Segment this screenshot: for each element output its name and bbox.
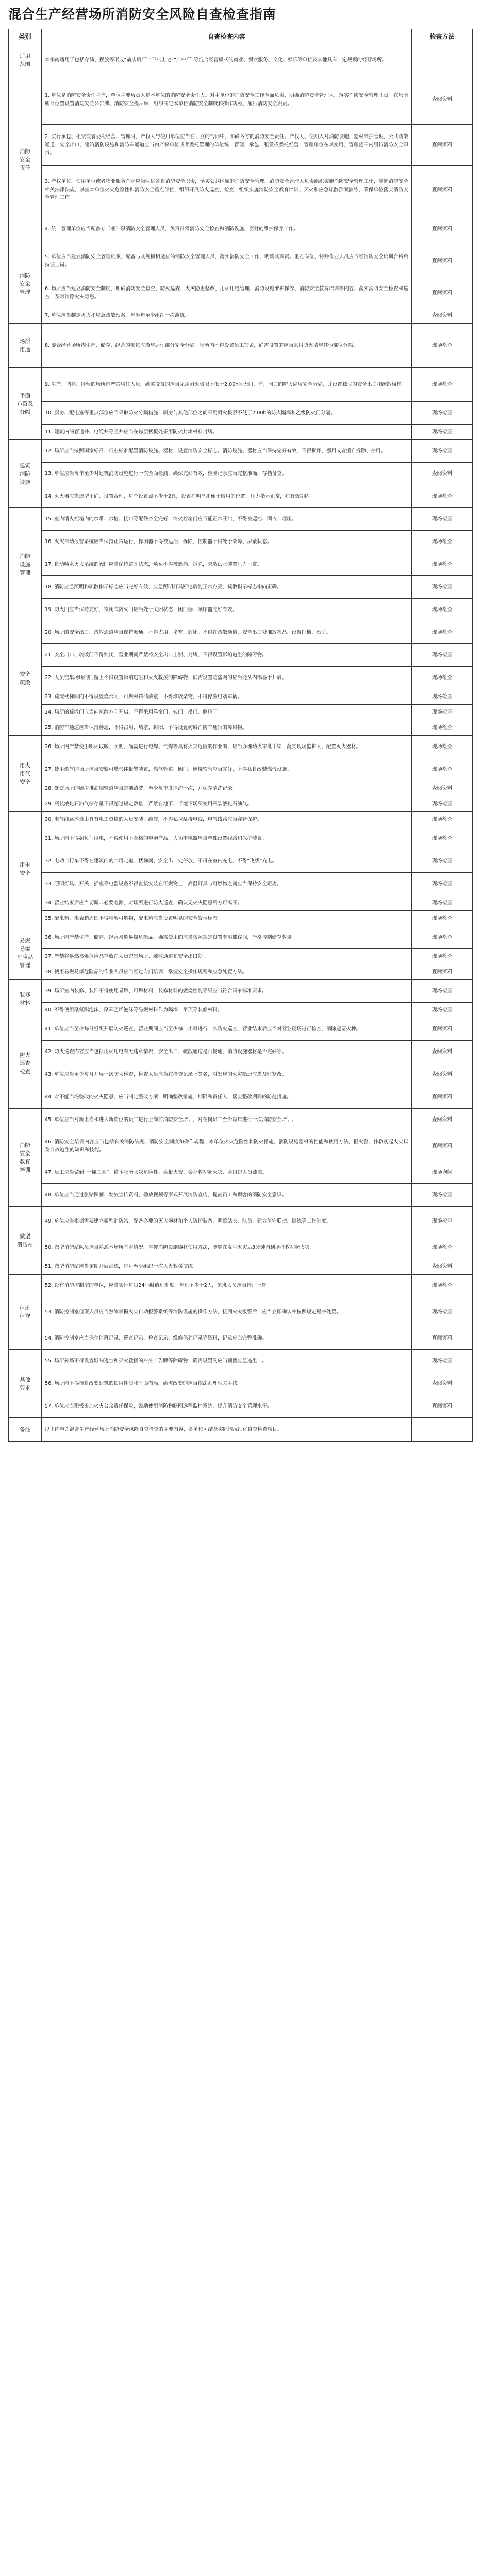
category-label: 备注 bbox=[20, 1426, 30, 1433]
method-cell: 现场检查 bbox=[412, 895, 473, 911]
header-content: 自查检查内容 bbox=[42, 29, 412, 45]
table-row bbox=[9, 425, 473, 440]
method-cell: 现场检查 bbox=[412, 1003, 473, 1018]
table-row bbox=[9, 873, 473, 895]
table-row bbox=[9, 599, 473, 621]
content-cell: 7. 单位应当制定灭火和应急疏散预案，每半年至少组织一次演练。 bbox=[42, 308, 412, 324]
content-cell: 53. 消防控制室值班人员应当熟练掌握火灾自动报警系统等消防设施的操作方法，接到火灾报警后，应当立即确认并按照规定程序处置。 bbox=[42, 1297, 412, 1327]
content-cell: 34. 营业结束后应当切断非必要电源，对场所进行防火巡查，确认无火灾隐患后方可离开。 bbox=[42, 895, 412, 911]
content-cell: 4. 统一管理单位应当配备专（兼）职消防安全管理人员，负责日常消防安全检查和消防设施、器材的维护保养工作。 bbox=[42, 214, 412, 244]
method-cell: 查阅资料 bbox=[412, 166, 473, 214]
content-cell: 41. 单位应当至少每日组织开展防火巡查，营业期间应当至少每二小时进行一次防火巡查，营业结束后应当对营业现场进行检查，消除遗留火种。 bbox=[42, 1018, 412, 1041]
content-cell: 26. 场所内严禁使用明火取暖、照明，确需进行电焊、气焊等具有火灾危险的作业的，应当办理动火审批手续，落实现场监护人，配置灭火器材。 bbox=[42, 736, 412, 758]
content-cell: 24. 场所的疏散门应当向疏散方向开启，不得采用卷帘门、转门、吊门、侧拉门。 bbox=[42, 705, 412, 720]
header-category: 类别 bbox=[9, 29, 42, 45]
content-cell: 48. 单位应当通过张贴图画、发放宣传资料、播放视频等形式开展消防宣传，提高员工和顾客的消防安全意识。 bbox=[42, 1184, 412, 1207]
table-row bbox=[9, 1418, 473, 1442]
table-row bbox=[9, 1207, 473, 1236]
category-label: 消防 安全 教育 培训 bbox=[20, 1142, 30, 1173]
content-cell: 21. 安全出口、疏散门不得锁闭，营业期间严禁将安全出口上锁、封堵，不得设置影响逃生的障碍物。 bbox=[42, 644, 412, 667]
category-cell bbox=[9, 75, 42, 244]
table-row bbox=[9, 796, 473, 812]
category-cell bbox=[9, 45, 42, 75]
method-cell: 查阅资料 bbox=[412, 1395, 473, 1418]
method-cell: 现场检查 bbox=[412, 705, 473, 720]
content-cell: 9. 生产、储存、经营的场所内严禁居住人员，确需设置的应当采用耐火极限不低于2.00h且无门、窗、洞口的防火隔墙完全分隔，并设置独立的安全出口和疏散楼梯。 bbox=[42, 368, 412, 402]
content-cell: 27. 使用燃气的场所应当安装可燃气体报警装置，燃气管道、阀门、连接软管应当完好，不得私自改装燃气设施。 bbox=[42, 758, 412, 781]
checklist-table bbox=[8, 29, 473, 1442]
table-row bbox=[9, 621, 473, 644]
header-method: 检查方法 bbox=[412, 29, 473, 45]
table-row bbox=[9, 508, 473, 531]
table-row bbox=[9, 1041, 473, 1063]
table-row bbox=[9, 1350, 473, 1372]
table-row bbox=[9, 895, 473, 911]
category-cell bbox=[9, 736, 42, 812]
category-cell bbox=[9, 1418, 42, 1442]
category-label: 平面 布置及 分隔 bbox=[16, 392, 34, 415]
content-cell: 46. 消防安全培训内容应当包括有关消防法规、消防安全制度和操作规程，本单位火灾危险性和防火措施，消防设施器材的性能和使用方法，报火警、扑救初起火灾以及自救逃生的知识和技能。 bbox=[42, 1131, 412, 1161]
method-cell: 现场检查 bbox=[412, 621, 473, 644]
table-row bbox=[9, 1395, 473, 1418]
method-cell: 查阅资料 bbox=[412, 1018, 473, 1041]
table-row bbox=[9, 1236, 473, 1259]
category-label: 值班 值守 bbox=[20, 1304, 30, 1319]
table-row bbox=[9, 758, 473, 781]
table-row bbox=[9, 720, 473, 736]
method-cell: 现场检查 bbox=[412, 531, 473, 553]
content-cell: 本指南适用于包括存储、摆放等形成“前店后厂”“下店上宅”“店中厂”等混合经营模式的商业、餐饮服务、文化、娱乐等单位及其他具有一定规模的经营场所。 bbox=[42, 45, 412, 75]
content-cell: 13. 单位应当每年至少对建筑消防设施进行一次全面检测，确保完好有效，检测记录应当完整准确，存档备查。 bbox=[42, 463, 412, 485]
content-cell: 25. 消防车通道应当保持畅通，不得占用、堵塞、封闭，不得设置妨碍消防车通行的障碍物。 bbox=[42, 720, 412, 736]
method-cell: 现场检查 bbox=[412, 485, 473, 508]
category-cell bbox=[9, 1207, 42, 1275]
content-cell: 40. 不得使用聚氨酯泡沫、聚苯乙烯泡沫等易燃材料作为隔墙、吊顶等装修材料。 bbox=[42, 1003, 412, 1018]
table-row bbox=[9, 827, 473, 850]
table-row bbox=[9, 75, 473, 125]
table-row bbox=[9, 1131, 473, 1161]
method-cell: 现场检查 bbox=[412, 850, 473, 873]
method-cell: 现场检查 bbox=[412, 758, 473, 781]
content-cell: 28. 餐饮场所的厨房排油烟管道应当定期清洗，至少每季度清洗一次，并保存清洗记录。 bbox=[42, 781, 412, 796]
table-row bbox=[9, 1184, 473, 1207]
content-cell: 17. 自动喷水灭火系统的阀门应当保持常开状态，喷头不得被遮挡、拆除，末端试水装置压力正常。 bbox=[42, 553, 412, 576]
method-cell: 现场检查 bbox=[412, 402, 473, 425]
method-cell: 现场检查 bbox=[412, 1297, 473, 1327]
content-cell: 47. 员工应当做到“一懂三会”：懂本场所火灾危险性，会报火警、会扑救初起火灾、会组织人员疏散。 bbox=[42, 1161, 412, 1184]
content-cell: 57. 单位应当积极参加火灾公众责任保险，鼓励使用消防物联网远程监控系统，提升消防安全管理水平。 bbox=[42, 1395, 412, 1418]
table-row bbox=[9, 812, 473, 827]
category-label: 建筑 消防 设施 bbox=[20, 462, 30, 485]
content-cell: 36. 场所内严禁生产、储存、经营易燃易爆危险品，确需使用的应当按照规定设置专用储存间，严格控制储存数量。 bbox=[42, 926, 412, 949]
content-cell: 50. 微型消防站队员应当熟悉本场所基本情况，掌握消防设施器材使用方法，能够在发生火灾后3分钟内到场扑救初起火灾。 bbox=[42, 1236, 412, 1259]
content-cell: 11. 建筑内的管道井、电缆井等竖井应当在每层楼板处采用防火封堵材料封堵。 bbox=[42, 425, 412, 440]
method-cell: 现场检查 bbox=[412, 736, 473, 758]
category-label: 安全 疏散 bbox=[20, 671, 30, 686]
table-row bbox=[9, 485, 473, 508]
method-cell: 查阅资料 bbox=[412, 308, 473, 324]
category-label: 消防 安全 管理 bbox=[20, 272, 30, 295]
method-cell: 查阅资料 bbox=[412, 1131, 473, 1161]
table-row bbox=[9, 1086, 473, 1109]
method-cell: 现场检查 bbox=[412, 1275, 473, 1297]
method-cell: 查阅资料 bbox=[412, 1041, 473, 1063]
method-cell: 现场检查 bbox=[412, 796, 473, 812]
content-cell: 35. 配电箱、电表箱周围不得堆放可燃物，配电箱应当设置明显的安全警示标志。 bbox=[42, 911, 412, 926]
category-cell bbox=[9, 926, 42, 980]
content-cell: 32. 电动自行车不得在建筑内的共用走道、楼梯间、安全出口处停放，不得在室内充电，不得“飞线”充电。 bbox=[42, 850, 412, 873]
category-cell bbox=[9, 324, 42, 368]
category-label: 消防 设施 管理 bbox=[20, 553, 30, 576]
table-row bbox=[9, 1161, 473, 1184]
table-row bbox=[9, 1018, 473, 1041]
method-cell: 现场检查 bbox=[412, 324, 473, 368]
method-cell: 现场检查 bbox=[412, 911, 473, 926]
method-cell: 查阅资料 bbox=[412, 781, 473, 796]
content-cell: 14. 灭火器应当选型正确、设置合理，每个设置点不少于2具，设置在明显和便于取用的位置，压力指示正常，在有效期内。 bbox=[42, 485, 412, 508]
method-cell: 现场检查 bbox=[412, 425, 473, 440]
table-row bbox=[9, 1259, 473, 1275]
content-cell: 16. 火灾自动报警系统应当保持正常运行，探测器不得被遮挡、拆除，控制器不得处于故障、屏蔽状态。 bbox=[42, 531, 412, 553]
content-cell: 33. 照明灯具、开关、插座等电器设备不得直接安装在可燃物上，高温灯具与可燃物之间应当保持安全距离。 bbox=[42, 873, 412, 895]
table-row bbox=[9, 1003, 473, 1018]
content-cell: 18. 消防应急照明和疏散指示标志应当完好有效，应急照明灯具断电后能正常点亮，疏散指示标志指向正确。 bbox=[42, 576, 412, 599]
category-label: 适用 范围 bbox=[20, 53, 30, 67]
table-row bbox=[9, 705, 473, 720]
category-label: 用火 用气 安全 bbox=[20, 762, 30, 785]
table-header-row bbox=[9, 29, 473, 45]
method-cell: 现场检查 bbox=[412, 980, 473, 1003]
content-cell: 43. 单位应当至少每月开展一次防火检查，检查人员应当在检查记录上签名，对发现的火灾隐患应当及时整改。 bbox=[42, 1063, 412, 1086]
content-cell: 10. 厨房、配电室等重点部位应当采取防火分隔措施，厨房与其他部位之间采用耐火极限不低于2.00h的防火隔墙和乙级防火门分隔。 bbox=[42, 402, 412, 425]
content-cell: 37. 严禁将易燃易爆危险品存放在人员密集场所、疏散通道和安全出口处。 bbox=[42, 949, 412, 964]
method-cell: 现场检查 bbox=[412, 1350, 473, 1372]
category-cell bbox=[9, 980, 42, 1018]
category-label: 防火 巡查 检查 bbox=[20, 1052, 30, 1075]
content-cell: 20. 场所的安全出口、疏散通道应当保持畅通，不得占用、堵塞、封闭。不得在疏散通道、安全出口处堆放物品、设置门槛、台阶。 bbox=[42, 621, 412, 644]
method-cell: 查阅资料 bbox=[412, 1259, 473, 1275]
content-cell: 49. 单位应当根据需要建立微型消防站，配备必要的灭火器材和个人防护装备，明确站长、队员，建立值守联动、训练等工作制度。 bbox=[42, 1207, 412, 1236]
table-row bbox=[9, 244, 473, 278]
table-row bbox=[9, 781, 473, 796]
table-row bbox=[9, 850, 473, 873]
table-row bbox=[9, 402, 473, 425]
method-cell: 查阅资料 bbox=[412, 1109, 473, 1131]
method-cell: 查阅资料 bbox=[412, 244, 473, 278]
content-cell: 45. 单位应当对新上岗和进入新岗位的员工进行上岗前消防安全培训，对在岗员工至少每年进行一次消防安全培训。 bbox=[42, 1109, 412, 1131]
content-cell: 55. 场所外墙不得设置影响逃生和灭火救援的户外广告牌等障碍物，确需设置的应当预留应急逃生口。 bbox=[42, 1350, 412, 1372]
content-cell: 51. 微型消防站应当定期开展训练，每月至少组织一次灭火救援演练。 bbox=[42, 1259, 412, 1275]
method-cell: 现场检查 bbox=[412, 440, 473, 463]
category-cell bbox=[9, 812, 42, 926]
table-row bbox=[9, 949, 473, 964]
content-cell: 15. 室内消火栓箱内的水带、水枪、接口等配件齐全完好，消火栓箱门应当能正常开启，不得被遮挡、圈占、埋压。 bbox=[42, 508, 412, 531]
method-cell: 现场检查 bbox=[412, 667, 473, 689]
method-cell: 现场检查 bbox=[412, 508, 473, 531]
table-row bbox=[9, 324, 473, 368]
content-cell: 56. 场所内不得擅自改变建筑的使用性质和平面布局，确需改变的应当依法办理相关手续。 bbox=[42, 1372, 412, 1395]
method-cell: 查阅资料 bbox=[412, 1063, 473, 1086]
content-cell: 6. 场所应当建立消防安全制度，明确消防安全检查、防火巡查、火灾隐患整改、用火用电管理、消防设施维护保养、消防安全教育培训等内容，落实消防安全检查和巡查，及时消除火灾隐患。 bbox=[42, 278, 412, 308]
table-row bbox=[9, 911, 473, 926]
category-label: 消防 安全 责任 bbox=[20, 148, 30, 171]
table-row bbox=[9, 667, 473, 689]
method-cell: 现场检查 bbox=[412, 368, 473, 402]
content-cell: 2. 实行承包、租赁或者委托经营、管理时，产权人与使用单位应当在订立的合同中，明确各方的消防安全责任。产权人、使用人对消防设施、器材维护管理，公共疏散通道、安全出口、建筑消防设施和消防车通道应当由产权单位或者委托管理的单位统一管理，承包、租赁或委托经营，管理单位在其使用、管理范围内履行消防安全职责。 bbox=[42, 125, 412, 166]
content-cell: 54. 消防控制室应当保存值班记录、巡查记录、检查记录、维修保养记录等资料，记录应当完整准确。 bbox=[42, 1327, 412, 1350]
table-row bbox=[9, 125, 473, 166]
table-row bbox=[9, 1297, 473, 1327]
table-row bbox=[9, 531, 473, 553]
category-label: 场所 用途 bbox=[20, 338, 30, 353]
method-cell: 现场检查 bbox=[412, 553, 473, 576]
content-cell: 52. 设有消防控制室的单位，应当实行每日24小时值班制度，每班不少于2人，值班人员应当持证上岗。 bbox=[42, 1275, 412, 1297]
method-cell: 查阅资料 bbox=[412, 1327, 473, 1350]
document-title: 混合生产经营场所消防安全风险自查检查指南 bbox=[8, 7, 277, 22]
table-row bbox=[9, 308, 473, 324]
table-row bbox=[9, 368, 473, 402]
method-cell: 查阅资料 bbox=[412, 278, 473, 308]
category-label: 用电 安全 bbox=[20, 861, 30, 876]
category-label: 其他 要求 bbox=[20, 1376, 30, 1391]
table-row bbox=[9, 644, 473, 667]
method-cell: 查阅资料 bbox=[412, 1372, 473, 1395]
table-row bbox=[9, 166, 473, 214]
category-cell bbox=[9, 1350, 42, 1418]
content-cell: 1. 单位是消防安全责任主体，单位主要负责人是本单位的消防安全责任人。对本单位的消防安全工作全面负责，明确消防安全管理人，落实消防安全管理职责。在场所醒目位置设置消防安全公告牌、消防安全提示牌，组织制定本单位消防安全制度和操作规程，履行消防安全职责。 bbox=[42, 75, 412, 125]
method-cell: 现场检查 bbox=[412, 1207, 473, 1236]
table-row bbox=[9, 964, 473, 980]
method-cell: 查阅资料 bbox=[412, 463, 473, 485]
content-cell: 3. 产权单位、使用单位或者物业服务企业应当明确各自消防安全职责，落实公共区域的消防安全管理。消防安全管理人负责组织实施消防安全管理工作，掌握消防安全相关法律法规，掌握本单位火灾危险性和消防安全重点部位，组织开展防火巡查、检查，组织实施消防安全教育培训、灭火和应急疏散预案演练，确保单位落实消防安全管理工作。 bbox=[42, 166, 412, 214]
table-row bbox=[9, 1372, 473, 1395]
category-cell bbox=[9, 1275, 42, 1350]
table-row bbox=[9, 689, 473, 705]
content-cell: 38. 使用易燃易爆危险品的作业人员应当经过专门培训，掌握安全操作规程和应急处置方法。 bbox=[42, 964, 412, 980]
table-row bbox=[9, 576, 473, 599]
table-row bbox=[9, 214, 473, 244]
method-cell: 现场检查 bbox=[412, 812, 473, 827]
category-cell bbox=[9, 368, 42, 440]
method-cell: 现场检查 bbox=[412, 926, 473, 949]
category-cell bbox=[9, 621, 42, 736]
content-cell: 44. 对不能当场整改的火灾隐患，应当制定整改方案，明确整改措施、期限和责任人，落实整改期间的防范措施。 bbox=[42, 1086, 412, 1109]
method-cell: 现场检查 bbox=[412, 576, 473, 599]
table-row bbox=[9, 553, 473, 576]
content-cell: 31. 场所内不得超负荷用电，不得使用不合格的电器产品，大功率电器应当单独设置线路和保护装置。 bbox=[42, 827, 412, 850]
category-cell bbox=[9, 1109, 42, 1207]
table-row bbox=[9, 440, 473, 463]
category-cell bbox=[9, 440, 42, 508]
category-cell bbox=[9, 244, 42, 324]
content-cell: 5. 单位应当建立消防安全管理档案，配备与其规模相适应的消防安全管理人员，落实消防安全工作，明确其职责。重点岗位、特种作业人员应当经消防安全培训合格后持证上岗。 bbox=[42, 244, 412, 278]
method-cell: 现场检查 bbox=[412, 1184, 473, 1207]
table-body bbox=[9, 45, 473, 1442]
method-cell bbox=[412, 1418, 473, 1442]
content-cell: 30. 电气线路应当由具有电工资格的人员安装、维修，不得私拉乱接电线，电气线路应当穿管保护。 bbox=[42, 812, 412, 827]
category-cell bbox=[9, 508, 42, 621]
table-row bbox=[9, 1275, 473, 1297]
method-cell: 现场检查 bbox=[412, 949, 473, 964]
table-row bbox=[9, 45, 473, 75]
content-cell: 19. 防火门应当保持完好，常闭式防火门应当处于关闭状态，闭门器、顺序器完好有效。 bbox=[42, 599, 412, 621]
method-cell: 查阅资料 bbox=[412, 75, 473, 125]
method-cell: 现场检查 bbox=[412, 827, 473, 850]
table-row bbox=[9, 278, 473, 308]
method-cell: 查阅资料 bbox=[412, 214, 473, 244]
content-cell: 22. 人员密集场所的门窗上不得设置影响逃生和灭火救援的障碍物，确需设置防盗网的应当能从内部易于开启。 bbox=[42, 667, 412, 689]
category-label: 装修 材料 bbox=[20, 991, 30, 1006]
table-row bbox=[9, 1327, 473, 1350]
content-cell: 29. 瓶装液化石油气储存量不得超过规定数量，严禁在地下、半地下场所使用瓶装液化石油气。 bbox=[42, 796, 412, 812]
method-cell: 现场检查 bbox=[412, 644, 473, 667]
category-label: 易燃 易爆 危险品 管理 bbox=[16, 937, 34, 969]
method-cell: 现场检查 bbox=[412, 873, 473, 895]
table-row bbox=[9, 926, 473, 949]
table-row bbox=[9, 1109, 473, 1131]
method-cell: 查阅资料 bbox=[412, 1086, 473, 1109]
method-cell: 现场询问 bbox=[412, 1161, 473, 1184]
table-row bbox=[9, 736, 473, 758]
table-row bbox=[9, 1063, 473, 1086]
method-cell: 查阅资料 bbox=[412, 964, 473, 980]
method-cell: 现场检查 bbox=[412, 689, 473, 705]
method-cell: 现场检查 bbox=[412, 1236, 473, 1259]
method-cell bbox=[412, 45, 473, 75]
content-cell: 12. 场所应当按照国家标准、行业标准配置消防设施、器材，设置消防安全标志。消防设施、器材应当保持完好有效，不得损坏、挪用或者擅自拆除、停用。 bbox=[42, 440, 412, 463]
method-cell: 现场检查 bbox=[412, 720, 473, 736]
category-label: 微型 消防站 bbox=[16, 1233, 34, 1248]
content-cell: 8. 混合经营场所内生产、储存、经营的部位应当与居住部分完全分隔。场所内不得设置员工宿舍，确需设置的应当采用防火墙与其他部位分隔。 bbox=[42, 324, 412, 368]
method-cell: 查阅资料 bbox=[412, 125, 473, 166]
content-cell: 23. 疏散楼梯间内不得设置烧水间、可燃材料储藏室，不得堆放杂物，不得停放电动车辆。 bbox=[42, 689, 412, 705]
content-cell: 39. 场所室内装修、装饰不得使用易燃、可燃材料，装修材料的燃烧性能等级应当符合国家标准要求。 bbox=[42, 980, 412, 1003]
content-cell: 42. 防火巡查内容应当包括用火用电有无违章情况，安全出口、疏散通道是否畅通，消防设施器材是否完好等。 bbox=[42, 1041, 412, 1063]
category-cell bbox=[9, 1018, 42, 1109]
table-row bbox=[9, 463, 473, 485]
table-row bbox=[9, 980, 473, 1003]
content-cell: 以上内容为混合生产经营场所消防安全风险自查检查的主要内容，各单位可结合实际情况细化自查检查项目。 bbox=[42, 1418, 412, 1442]
method-cell: 现场检查 bbox=[412, 599, 473, 621]
